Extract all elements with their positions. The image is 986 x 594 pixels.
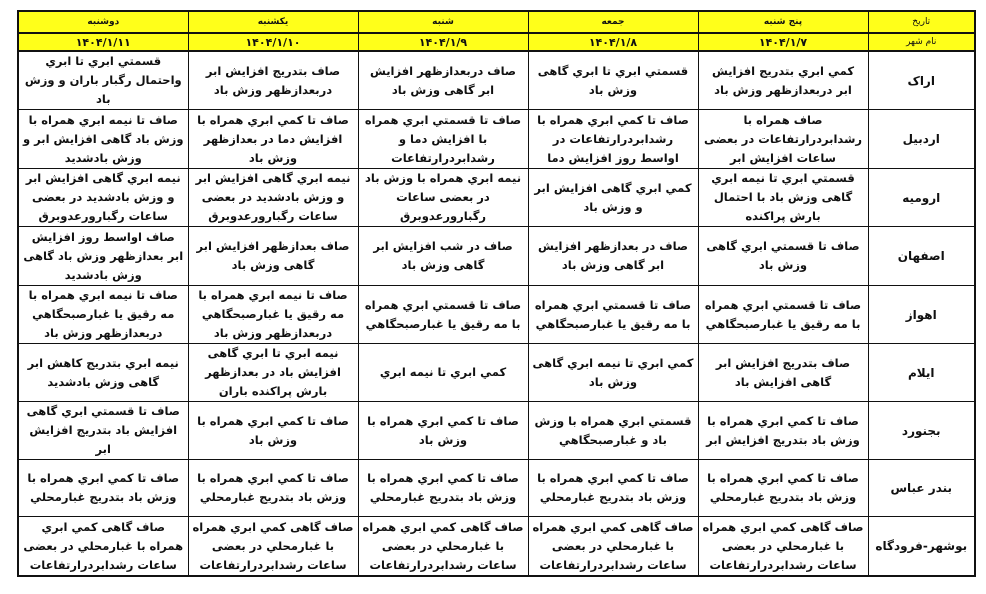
forecast-cell: صاف در شب افزایش ابر گاهی وزش باد	[358, 227, 528, 286]
forecast-cell: صاف تا قسمتي ابري همراه با افزايش دما و رشدابردرارتفاعات	[358, 110, 528, 169]
city-name: اراک	[868, 51, 975, 110]
forecast-document	[17, 10, 973, 577]
forecast-cell: صاف بعدازظهر افزایش ابر گاهی وزش باد	[188, 227, 358, 286]
table-row	[18, 286, 975, 344]
forecast-cell: صاف گاهی كمي ابري همراه با غبارمحلي در بعضی ساعات رشدابردرارتفاعات	[18, 517, 188, 577]
forecast-cell: صاف تا كمي ابري همراه با وزش باد بتدريج غبارمحلي	[18, 460, 188, 517]
forecast-cell: نیمه ابري گاهی افزایش ابر و وزش بادشدید در بعضی ساعات رگبارورعدوبرق	[188, 169, 358, 227]
forecast-cell: صاف تا نیمه ابري همراه با مه رقيق يا غبارصبحگاهي دربعدازظهر وزش باد	[18, 286, 188, 344]
city-name: ایلام	[868, 344, 975, 402]
weekday-header: شنبه	[358, 11, 528, 33]
forecast-cell: كمي ابري بتدريج افزايش ابر دربعدازظهر وزش باد	[698, 51, 868, 110]
forecast-cell: صاف تا كمي ابري همراه با وزش باد بتدريج غبارمحلي	[528, 460, 698, 517]
forecast-cell: صاف تا كمي ابري همراه با وزش باد بتدريج غبارمحلي	[188, 460, 358, 517]
forecast-cell: صاف بتدريج افزايش ابر گاهی افزایش باد	[698, 344, 868, 402]
forecast-cell: صاف دربعدازظهر افزايش ابر گاهی وزش باد	[358, 51, 528, 110]
table-row	[18, 517, 975, 577]
forecast-cell: صاف گاهی كمي ابري همراه با غبارمحلي در بعضی ساعات رشدابردرارتفاعات	[528, 517, 698, 577]
table-row	[18, 169, 975, 227]
forecast-cell: كمي ابري گاهی افزايش ابر و وزش باد	[528, 169, 698, 227]
forecast-cell: صاف تا كمي ابري همراه با وزش باد بتدريج غبارمحلي	[358, 460, 528, 517]
table-row	[18, 402, 975, 460]
forecast-cell: قسمتي ابري تا نيمه ابري گاهی وزش باد با احتمال بارش پراكنده	[698, 169, 868, 227]
weather-forecast-table	[17, 10, 976, 577]
date-header: ۱۴۰۴/۱/۷	[698, 33, 868, 51]
date-header: ۱۴۰۴/۱/۸	[528, 33, 698, 51]
forecast-cell: قسمتي ابري تا ابري واحتمال رگبار باران و وزش باد	[18, 51, 188, 110]
forecast-cell: صاف گاهی كمي ابري همراه با غبارمحلي در بعضی ساعات رشدابردرارتفاعات	[698, 517, 868, 577]
forecast-cell: صاف تا نیمه ابري همراه با مه رقيق يا غبارصبحگاهي دربعدازظهر وزش باد	[188, 286, 358, 344]
weekday-header: جمعه	[528, 11, 698, 33]
header-row-dates	[18, 33, 975, 51]
city-label: نام شهر	[868, 33, 975, 51]
table-row	[18, 110, 975, 169]
forecast-cell: صاف همراه با رشدابردرارتفاعات در بعضی ساعات افزایش ابر	[698, 110, 868, 169]
forecast-cell: قسمتي ابري تا ابري گاهی وزش باد	[528, 51, 698, 110]
forecast-cell: صاف تا قسمتي ابري گاهی افزایش باد بتدريج افزايش ابر	[18, 402, 188, 460]
table-row	[18, 51, 975, 110]
forecast-cell: نیمه ابري بتدريج كاهش ابر گاهی وزش بادشدید	[18, 344, 188, 402]
forecast-cell: صاف تا كمي ابري همراه با وزش باد بتدريج افزايش ابر	[698, 402, 868, 460]
city-name: اصفهان	[868, 227, 975, 286]
forecast-cell: صاف بتدريج افزايش ابر دربعدازظهر وزش باد	[188, 51, 358, 110]
date-header: ۱۴۰۴/۱/۱۰	[188, 33, 358, 51]
forecast-cell: صاف تا قسمتي ابري همراه با مه رقيق يا غبارصبحگاهي	[358, 286, 528, 344]
forecast-cell: صاف تا كمي ابري همراه با افزايش دما در بعدازظهر وزش باد	[188, 110, 358, 169]
forecast-cell: قسمتي ابري همراه با وزش باد و غبارصبحگاهي	[528, 402, 698, 460]
forecast-cell: صاف تا كمي ابري همراه با رشدابردرارتفاعات در اواسط روز افزايش دما	[528, 110, 698, 169]
table-row	[18, 460, 975, 517]
weekday-header: یکشنبه	[188, 11, 358, 33]
table-row	[18, 344, 975, 402]
header-row-weekdays	[18, 11, 975, 33]
city-name: بجنورد	[868, 402, 975, 460]
date-label: تاریخ	[868, 11, 975, 33]
forecast-cell: كمي ابري تا نيمه ابري	[358, 344, 528, 402]
forecast-cell: صاف تا كمي ابري همراه با وزش باد	[358, 402, 528, 460]
city-name: اردبیل	[868, 110, 975, 169]
forecast-cell: كمي ابري تا نيمه ابري گاهی وزش باد	[528, 344, 698, 402]
date-header: ۱۴۰۴/۱/۱۱	[18, 33, 188, 51]
city-name: اهواز	[868, 286, 975, 344]
city-name: ارومیه	[868, 169, 975, 227]
forecast-cell: صاف تا قسمتي ابري همراه با مه رقيق يا غبارصبحگاهي	[528, 286, 698, 344]
forecast-cell: صاف تا قسمتي ابري گاهی وزش باد	[698, 227, 868, 286]
city-name: بندر عباس	[868, 460, 975, 517]
date-header: ۱۴۰۴/۱/۹	[358, 33, 528, 51]
forecast-cell: صاف در بعدازظهر افزايش ابر گاهی وزش باد	[528, 227, 698, 286]
city-name: بوشهر-فرودگاه	[868, 517, 975, 577]
forecast-cell: نیمه ابري تا ابري گاهی افزایش باد در بعدازظهر بارش پراكنده باران	[188, 344, 358, 402]
weekday-header: پنج شنبه	[698, 11, 868, 33]
forecast-cell: صاف تا كمي ابري همراه با وزش باد بتدريج غبارمحلي	[698, 460, 868, 517]
forecast-cell: صاف تا كمي ابري همراه با وزش باد	[188, 402, 358, 460]
forecast-cell: صاف اواسط روز افزایش ابر بعدازظهر وزش باد گاهی وزش بادشدید	[18, 227, 188, 286]
forecast-cell: نيمه ابري همراه با وزش باد در بعضی ساعات رگبارورعدوبرق	[358, 169, 528, 227]
forecast-cell: صاف تا قسمتي ابري همراه با مه رقيق يا غبارصبحگاهي	[698, 286, 868, 344]
forecast-cell: نیمه ابري گاهی افزایش ابر و وزش بادشدید در بعضی ساعات رگبارورعدوبرق	[18, 169, 188, 227]
weekday-header: دوشنبه	[18, 11, 188, 33]
forecast-cell: صاف تا نیمه ابري همراه با وزش باد گاهی افزایش ابر و وزش بادشدید	[18, 110, 188, 169]
table-row	[18, 227, 975, 286]
forecast-cell: صاف گاهی كمي ابري همراه با غبارمحلي در بعضی ساعات رشدابردرارتفاعات	[358, 517, 528, 577]
forecast-cell: صاف گاهی كمي ابري همراه با غبارمحلي در بعضی ساعات رشدابردرارتفاعات	[188, 517, 358, 577]
